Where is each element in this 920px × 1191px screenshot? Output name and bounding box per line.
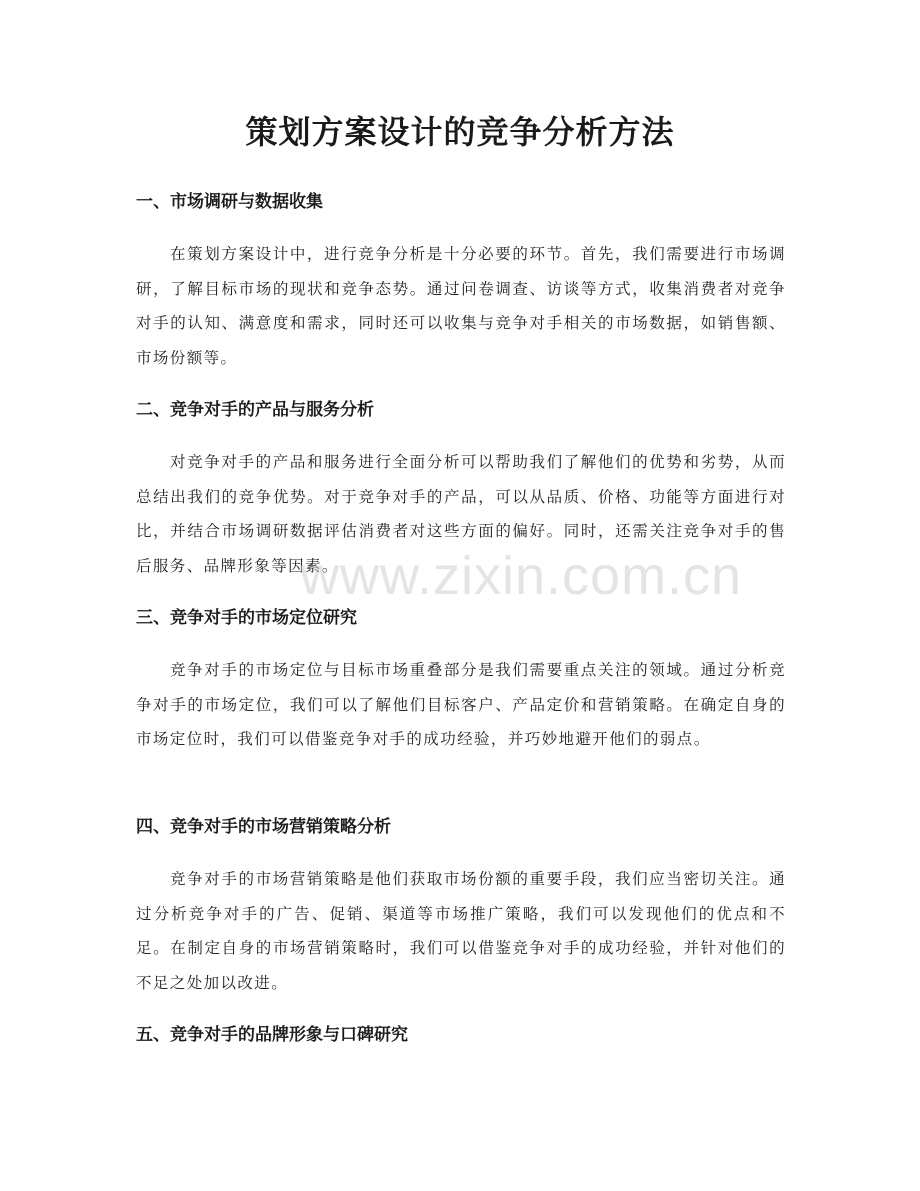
document-title: 策划方案设计的竞争分析方法 [245, 113, 675, 151]
section-paragraph: 竞争对手的市场定位与目标市场重叠部分是我们需要重点关注的领域。通过分析竞争对手的市场定位，我们可以了解他们目标客户、产品定价和营销策略。在确定自身的市场定位时，我们可以借鉴竞争对手的成功经验，并巧妙地避开他们的弱点。 [136, 661, 786, 748]
section-product-service-analysis [136, 398, 786, 583]
section-paragraph: 在策划方案设计中，进行竞争分析是十分必要的环节。首先，我们需要进行市场调研，了解目标市场的现状和竞争态势。通过问卷调查、访谈等方式，收集消费者对竞争对手的认知、满意度和需求，同时还可以收集与竞争对手相关的市场数据，如销售额、市场份额等。 [136, 245, 786, 367]
section-heading: 五、竞争对手的品牌形象与口碑研究 [136, 1025, 408, 1045]
section-market-research [136, 190, 786, 375]
section-heading: 四、竞争对手的市场营销策略分析 [136, 817, 391, 837]
section-heading: 二、竞争对手的产品与服务分析 [136, 400, 374, 420]
section-marketing-strategy [136, 815, 786, 1000]
section-heading: 一、市场调研与数据收集 [136, 192, 323, 212]
section-market-positioning [136, 606, 786, 757]
section-brand-reputation [136, 1023, 786, 1047]
section-paragraph: 竞争对手的市场营销策略是他们获取市场份额的重要手段，我们应当密切关注。通过分析竞争对手的广告、促销、渠道等市场推广策略，我们可以发现他们的优点和不足。在制定自身的市场营销策略时，我们可以借鉴竞争对手的成功经验，并针对他们的不足之处加以改进。 [136, 870, 786, 992]
watermark: www.zixin.com.cn [300, 546, 743, 606]
section-paragraph: 对竞争对手的产品和服务进行全面分析可以帮助我们了解他们的优势和劣势，从而总结出我们的竞争优势。对于竞争对手的产品，可以从品质、价格、功能等方面进行对比，并结合市场调研数据评估消费者对这些方面的偏好。同时，还需关注竞争对手的售后服务、品牌形象等因素。 [136, 453, 786, 575]
section-heading: 三、竞争对手的市场定位研究 [136, 608, 357, 628]
